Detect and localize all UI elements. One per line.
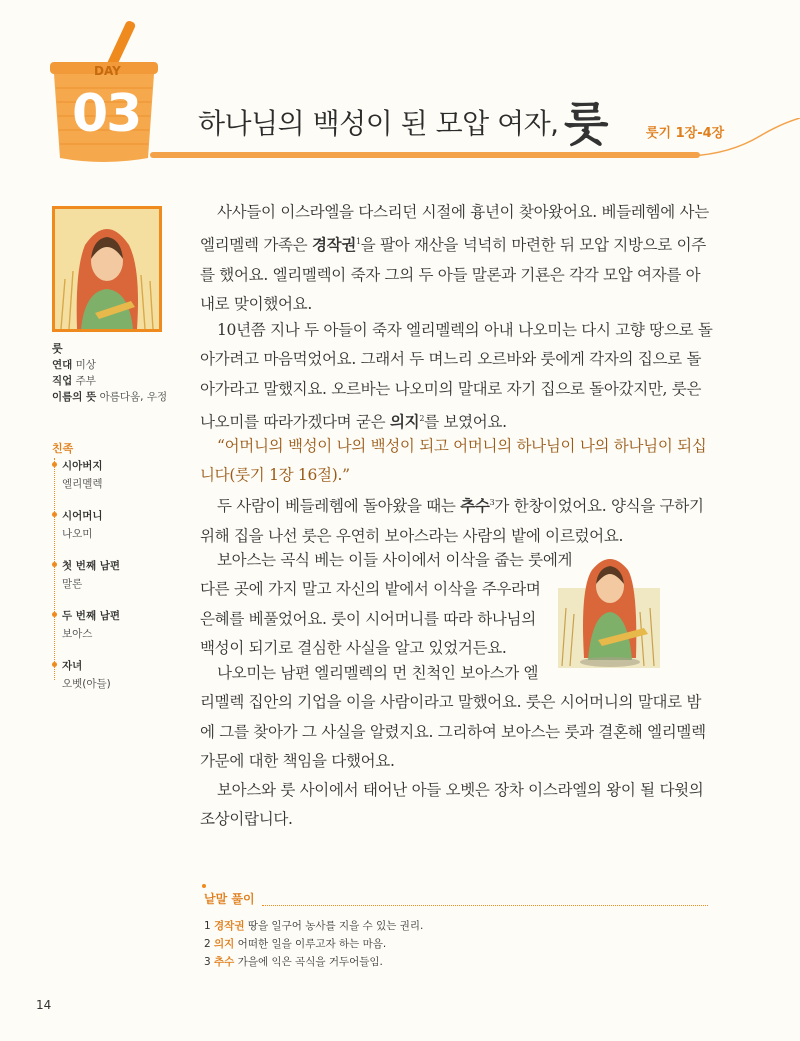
glossary-item (204, 954, 383, 969)
sidebar-name: 룻 (52, 342, 63, 355)
glossary-term: 경작권 (214, 920, 245, 932)
text-run: 리멜렉 집안의 기업을 이을 사람이라고 말했어요. 룻은 시어머니의 말대로 밤에 그를 찾아가 그 사실을 알렸지요. 그리하여 보아스는 룻과 결혼해 엘리멜렉 가문에 대한 책임을 다했어요. (200, 693, 706, 771)
relative-relation: 자녀 (52, 658, 111, 673)
text-line: 다른 곳에 가지 말고 자신의 밭에서 이삭을 주우라며 (200, 580, 541, 599)
text-line: 보아스는 곡식 베는 이들 사이에서 이삭을 줍는 룻에게 (217, 551, 573, 569)
glossary-divider (262, 905, 708, 906)
relative-name: 보아스 (62, 628, 93, 640)
profile-name-meaning (52, 389, 167, 404)
glossary-item (204, 918, 423, 933)
text-run: 사사들이 이스라엘을 다스리던 시절에 흉년이 찾아왔어요. 베들레헴에 사는 엘리멜렉 가족은 (200, 203, 709, 255)
text-run: 를 보였어요. (424, 413, 507, 432)
relative-relation: 첫 번째 남편 (52, 558, 120, 573)
glossary-num: 3 (204, 956, 211, 968)
profile-value: 주부 (75, 375, 96, 387)
text-run: 을 팔아 재산을 넉넉히 마련한 뒤 모압 지방으로 이주를 했어요. 엘리멜렉이 죽자 그의 두 아들 말론과 기룐은 각각 모압 여자를 아내로 맞이했어요. (200, 236, 706, 314)
glossary-def: 어떠한 일을 이루고자 하는 마음. (237, 938, 387, 950)
relative-item (52, 608, 120, 641)
glossary-num: 1 (204, 920, 211, 932)
glossary-def: 가을에 익은 곡식을 거두어들임. (237, 956, 383, 968)
header-curve (690, 118, 800, 163)
text-line: 백성이 되기로 결심한 사실을 알고 있었거든요. (200, 639, 507, 658)
header-underline (150, 152, 700, 158)
relative-relation: 시어머니 (52, 508, 103, 523)
relative-relation: 두 번째 남편 (52, 608, 120, 623)
profile-value: 아름다움, 우정 (99, 391, 168, 403)
page-title: 하나님의 백성이 된 모압 여자, (198, 107, 559, 140)
text-line: 은혜를 베풀었어요. 룻이 시어머니를 따라 하나님의 (200, 609, 536, 628)
glossary-def: 땅을 일구어 농사를 지을 수 있는 권리. (247, 920, 424, 932)
relative-item (52, 458, 103, 491)
text-run: 가 한창이었어요. 양식을 구하기 위해 집을 나선 룻은 우연히 보아스라는 사람의 밭에 이르렀어요. (200, 497, 704, 545)
ruth-gleaning-illustration (558, 548, 660, 668)
relative-relation: 시아버지 (52, 458, 103, 473)
day-number: 03 (72, 84, 141, 144)
profile-label: 연대 (52, 359, 73, 371)
text-run: 두 사람이 베들레헴에 돌아왔을 때는 (217, 497, 461, 516)
relatives-heading: 친족 (52, 442, 74, 455)
footnote-mark: 2 (419, 414, 425, 424)
paragraph-1 (200, 198, 714, 320)
title-name: 룻 (564, 97, 609, 151)
relative-item (52, 508, 103, 541)
relative-item (52, 658, 111, 691)
paragraph-4 (200, 546, 573, 664)
footnote-mark: 3 (489, 498, 495, 507)
ruth-portrait (52, 206, 162, 332)
relative-item (52, 558, 120, 591)
glossary-term: 의지 (214, 938, 235, 950)
glossary-heading: 낱말 풀이 (204, 892, 255, 906)
relative-name: 엘리멜렉 (62, 478, 103, 490)
glossary-term: 추수 (214, 956, 235, 968)
day-label: DAY (94, 64, 121, 78)
paragraph-5 (200, 659, 714, 777)
paragraph-3 (200, 488, 714, 551)
glossary-term: 경작권 (311, 235, 356, 255)
scripture-quote: “어머니의 백성이 나의 백성이 되고 어머니의 하나님이 나의 하나님이 되십니다(룻기 1장 16절).” (200, 437, 707, 485)
text-line: 나오미는 남편 엘리멜렉의 먼 친척인 보아스가 엘 (217, 664, 539, 682)
profile-label: 이름의 뜻 (52, 391, 97, 403)
profile-job (52, 373, 96, 388)
title-row (198, 92, 758, 152)
relative-name: 나오미 (62, 528, 93, 540)
glossary-item (204, 936, 386, 951)
text-run: 10년쯤 지나 두 아들이 죽자 엘리멜렉의 아내 나오미는 다시 고향 땅으로 돌아가려고 마음먹었어요. 그래서 두 며느리 오르바와 룻에게 각자의 집으로 돌아가라고 말했지요. 오르바는 나오미의 말대로 자기 집으로 돌아갔지만, 룻은 나오미를 따라가겠다며 굳은 (200, 321, 713, 432)
footnote-mark: 1 (356, 237, 361, 247)
page-number: 14 (36, 998, 52, 1012)
glossary-term: 의지 (389, 412, 420, 432)
paragraph-2 (200, 316, 714, 438)
glossary-term: 추수 (460, 496, 490, 516)
profile-value: 미상 (75, 359, 96, 371)
profile-label: 직업 (52, 375, 73, 387)
relative-name: 말론 (62, 578, 83, 590)
paragraph-6: 보아스와 룻 사이에서 태어난 아들 오벳은 장차 이스라엘의 왕이 될 다윗의 조상이랍니다. (200, 781, 704, 829)
glossary-dot (202, 884, 206, 888)
relative-name: 오벳(아들) (62, 678, 111, 690)
glossary-num: 2 (204, 938, 211, 950)
profile-era (52, 357, 96, 372)
scripture-reference: 룻기 1장-4장 (646, 126, 725, 141)
